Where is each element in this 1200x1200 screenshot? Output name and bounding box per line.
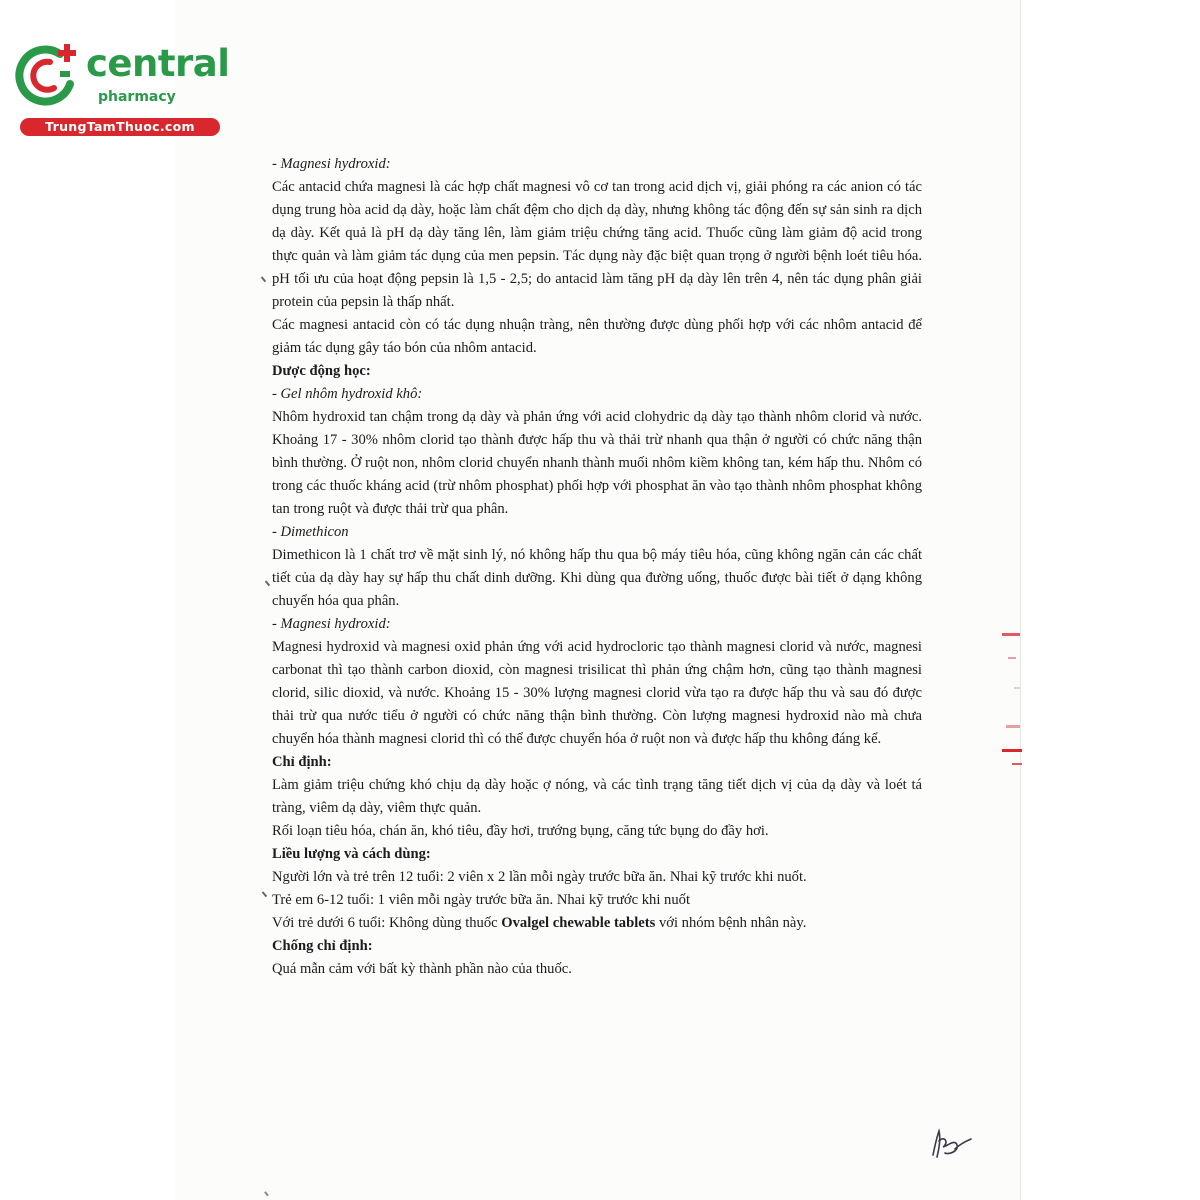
paragraph-text: Với trẻ dưới 6 tuổi: Không dùng thuốc bbox=[272, 915, 502, 931]
section-heading: Chỉ định: bbox=[272, 754, 332, 770]
section-heading: Chống chỉ định: bbox=[272, 938, 373, 954]
body-paragraph: Magnesi hydroxid và magnesi oxid phản ứng với acid hydrocloric tạo thành magnesi clorid và nước, magnesi carbonat thì tạo thành carbon dioxid, còn magnesi trisilicat thì phản ứng chậm hơn, cũng tạo thành magnesi clorid, silic dioxid, và nước. Khoảng 15 - 30% lượng magnesi clorid vừa tạo ra được hấp thu và sau đó được thải trừ qua nước tiểu ở người có chức năng thận bình thường. Còn lượng magnesi hydroxid nào mà chưa chuyển hóa thành magnesi clorid thì có thể được chuyển hóa ở ruột non và được hấp thu không đáng kể. bbox=[272, 639, 922, 747]
product-name: Ovalgel chewable tablets bbox=[501, 915, 656, 931]
subsection-heading: - Dimethicon bbox=[272, 524, 349, 540]
body-paragraph: Các antacid chứa magnesi là các hợp chất magnesi vô cơ tan trong acid dịch vị, giải phóng ra các anion có tác dụng trung hòa acid dạ dày, hoặc làm chất đệm cho dịch dạ dày, nhưng không tác động đến sự sản sinh ra dịch dạ dày. Kết quả là pH dạ dày tăng lên, làm giảm triệu chứng tăng acid. Thuốc cũng làm giảm độ acid trong thực quản và làm giảm tác dụng của men pepsin. Tác dụng này đặc biệt quan trọng ở người bệnh loét tiêu hóa. pH tối ưu của hoạt động pepsin là 1,5 - 2,5; do antacid làm tăng pH dạ dày lên trên 4, nên tác dụng phân giải protein của pepsin là thấp nhất. bbox=[272, 179, 922, 310]
pharmacy-cross-logo-icon bbox=[10, 38, 82, 110]
brand-name: central bbox=[86, 42, 230, 85]
brand-subtitle: pharmacy bbox=[98, 89, 176, 105]
section-heading: Liều lượng và cách dùng: bbox=[272, 846, 431, 862]
subsection-heading: - Gel nhôm hydroxid khô: bbox=[272, 386, 423, 402]
central-pharmacy-logo bbox=[10, 38, 230, 136]
stamp-edge-marks bbox=[998, 625, 1028, 775]
subsection-heading: - Magnesi hydroxid: bbox=[272, 156, 391, 172]
document-body bbox=[272, 153, 922, 981]
signature-initials-icon bbox=[925, 1125, 975, 1163]
body-paragraph: Trẻ em 6-12 tuổi: 1 viên mỗi ngày trước bữa ăn. Nhai kỹ trước khi nuốt bbox=[272, 892, 690, 908]
body-paragraph bbox=[272, 912, 922, 935]
body-paragraph: Người lớn và trẻ trên 12 tuổi: 2 viên x 2 lần mỗi ngày trước bữa ăn. Nhai kỹ trước khi nuốt. bbox=[272, 869, 807, 885]
body-paragraph: Dimethicon là 1 chất trơ về mặt sinh lý, nó không hấp thu qua bộ máy tiêu hóa, cũng không ngăn cản các chất tiết của dạ dày hay sự hấp thu chất dinh dưỡng. Khi dùng qua đường uống, thuốc được bài tiết ở dạng không chuyển hóa qua phân. bbox=[272, 547, 922, 609]
section-heading: Dược động học: bbox=[272, 363, 371, 379]
body-paragraph: Các magnesi antacid còn có tác dụng nhuận tràng, nên thường được dùng phối hợp với các nhôm antacid để giảm tác dụng gây táo bón của nhôm antacid. bbox=[272, 317, 922, 356]
body-paragraph: Quá mẫn cảm với bất kỳ thành phần nào của thuốc. bbox=[272, 961, 572, 977]
body-paragraph: Làm giảm triệu chứng khó chịu dạ dày hoặc ợ nóng, và các tình trạng tăng tiết dịch vị của dạ dày và loét tá tràng, viêm dạ dày, viêm thực quản. bbox=[272, 777, 922, 816]
body-paragraph: Rối loạn tiêu hóa, chán ăn, khó tiêu, đầy hơi, trướng bụng, căng tức bụng do đầy hơi. bbox=[272, 823, 769, 839]
paragraph-text: với nhóm bệnh nhân này. bbox=[655, 915, 807, 931]
subsection-heading: - Magnesi hydroxid: bbox=[272, 616, 391, 632]
body-paragraph: Nhôm hydroxid tan chậm trong dạ dày và phản ứng với acid clohydric dạ dày tạo thành nhôm clorid và nước. Khoảng 17 - 30% nhôm clorid tạo thành được hấp thu và thải trừ nhanh qua thận ở người có chức năng thận bình thường. Ở ruột non, nhôm clorid chuyển nhanh thành muối nhôm kiềm không tan, kém hấp thu. Nhôm có trong các thuốc kháng acid (trừ nhôm phosphat) phối hợp với phosphat ăn vào tạo thành nhôm phosphat không tan trong ruột và được thải trừ qua phân. bbox=[272, 409, 922, 517]
website-badge[interactable]: TrungTamThuoc.com bbox=[20, 118, 220, 136]
